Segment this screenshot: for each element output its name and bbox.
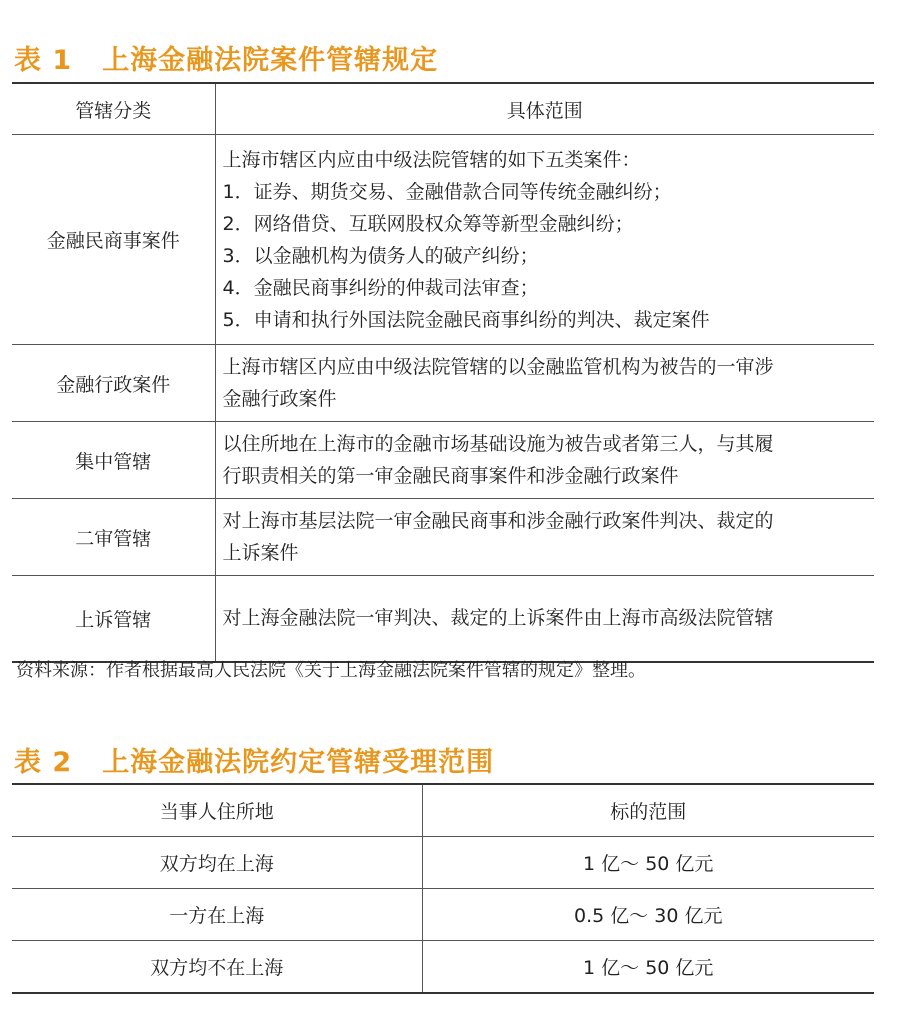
row-range: 1 亿～ 50 亿元 <box>422 837 874 889</box>
description-line: 上诉案件 <box>222 542 299 564</box>
row-residence: 双方均在上海 <box>12 837 422 889</box>
table-header-row <box>12 784 874 837</box>
description-line: 2．网络借贷、互联网股权众筹等新型金融纠纷； <box>222 212 634 235</box>
header-range: 标的范围 <box>422 784 874 837</box>
table-row <box>12 837 874 889</box>
table-header-row <box>12 83 874 135</box>
table-row <box>12 941 874 994</box>
table1-number: 表 1 <box>14 45 73 76</box>
row-range: 0.5 亿～ 30 亿元 <box>422 889 874 941</box>
row-description <box>215 422 874 499</box>
table-row <box>12 135 874 345</box>
table2-title-text: 上海金融法院约定管辖受理范围 <box>102 747 495 778</box>
table1-title <box>14 38 438 77</box>
row-description <box>215 345 874 422</box>
description-line: 4．金融民商事纠纷的仲裁司法审查； <box>222 276 539 299</box>
row-residence: 一方在上海 <box>12 889 422 941</box>
header-category: 管辖分类 <box>12 83 215 135</box>
description-line: 金融行政案件 <box>222 388 337 410</box>
table-row <box>12 499 874 576</box>
row-category: 金融民商事案件 <box>12 135 215 345</box>
description-line: 5．申请和执行外国法院金融民商事纠纷的判决、裁定案件 <box>222 308 710 331</box>
row-description <box>215 135 874 345</box>
table-row <box>12 345 874 422</box>
description-line: 行职责相关的第一审金融民商事案件和涉金融行政案件 <box>222 465 679 487</box>
row-category: 集中管辖 <box>12 422 215 499</box>
source-note: 资料来源：作者根据最高人民法院《关于上海金融法院案件管辖的规定》整理。 <box>16 660 646 681</box>
row-description <box>215 576 874 662</box>
row-range: 1 亿～ 50 亿元 <box>583 957 714 979</box>
description-line: 上海市辖区内应由中级法院管辖的如下五类案件： <box>222 148 641 171</box>
header-scope: 具体范围 <box>215 83 874 135</box>
row-residence: 双方均不在上海 <box>12 941 422 994</box>
row-category: 金融行政案件 <box>12 345 215 422</box>
description-line: 1．证券、期货交易、金融借款合同等传统金融纠纷； <box>222 180 672 203</box>
row-category: 二审管辖 <box>12 499 215 576</box>
agreed-jurisdiction-table <box>12 783 874 994</box>
table2-title <box>14 740 494 779</box>
header-residence: 当事人住所地 <box>12 784 422 837</box>
row-category: 上诉管辖 <box>12 576 215 662</box>
table1-title-text: 上海金融法院案件管辖规定 <box>102 45 439 76</box>
description-line: 对上海金融法院一审判决、裁定的上诉案件由上海市高级法院管辖 <box>222 607 774 630</box>
row-description <box>215 499 874 576</box>
table-row <box>12 422 874 499</box>
description-line: 上海市辖区内应由中级法院管辖的以金融监管机构为被告的一审涉 <box>222 356 774 378</box>
description-line: 3．以金融机构为债务人的破产纠纷； <box>222 244 539 267</box>
description-line: 对上海市基层法院一审金融民商事和涉金融行政案件判决、裁定的 <box>222 510 774 532</box>
description-line: 以住所地在上海市的金融市场基础设施为被告或者第三人，与其履 <box>222 433 774 455</box>
table-row <box>12 889 874 941</box>
table2-number: 表 2 <box>14 747 73 778</box>
jurisdiction-table <box>12 82 874 663</box>
table-row <box>12 576 874 662</box>
